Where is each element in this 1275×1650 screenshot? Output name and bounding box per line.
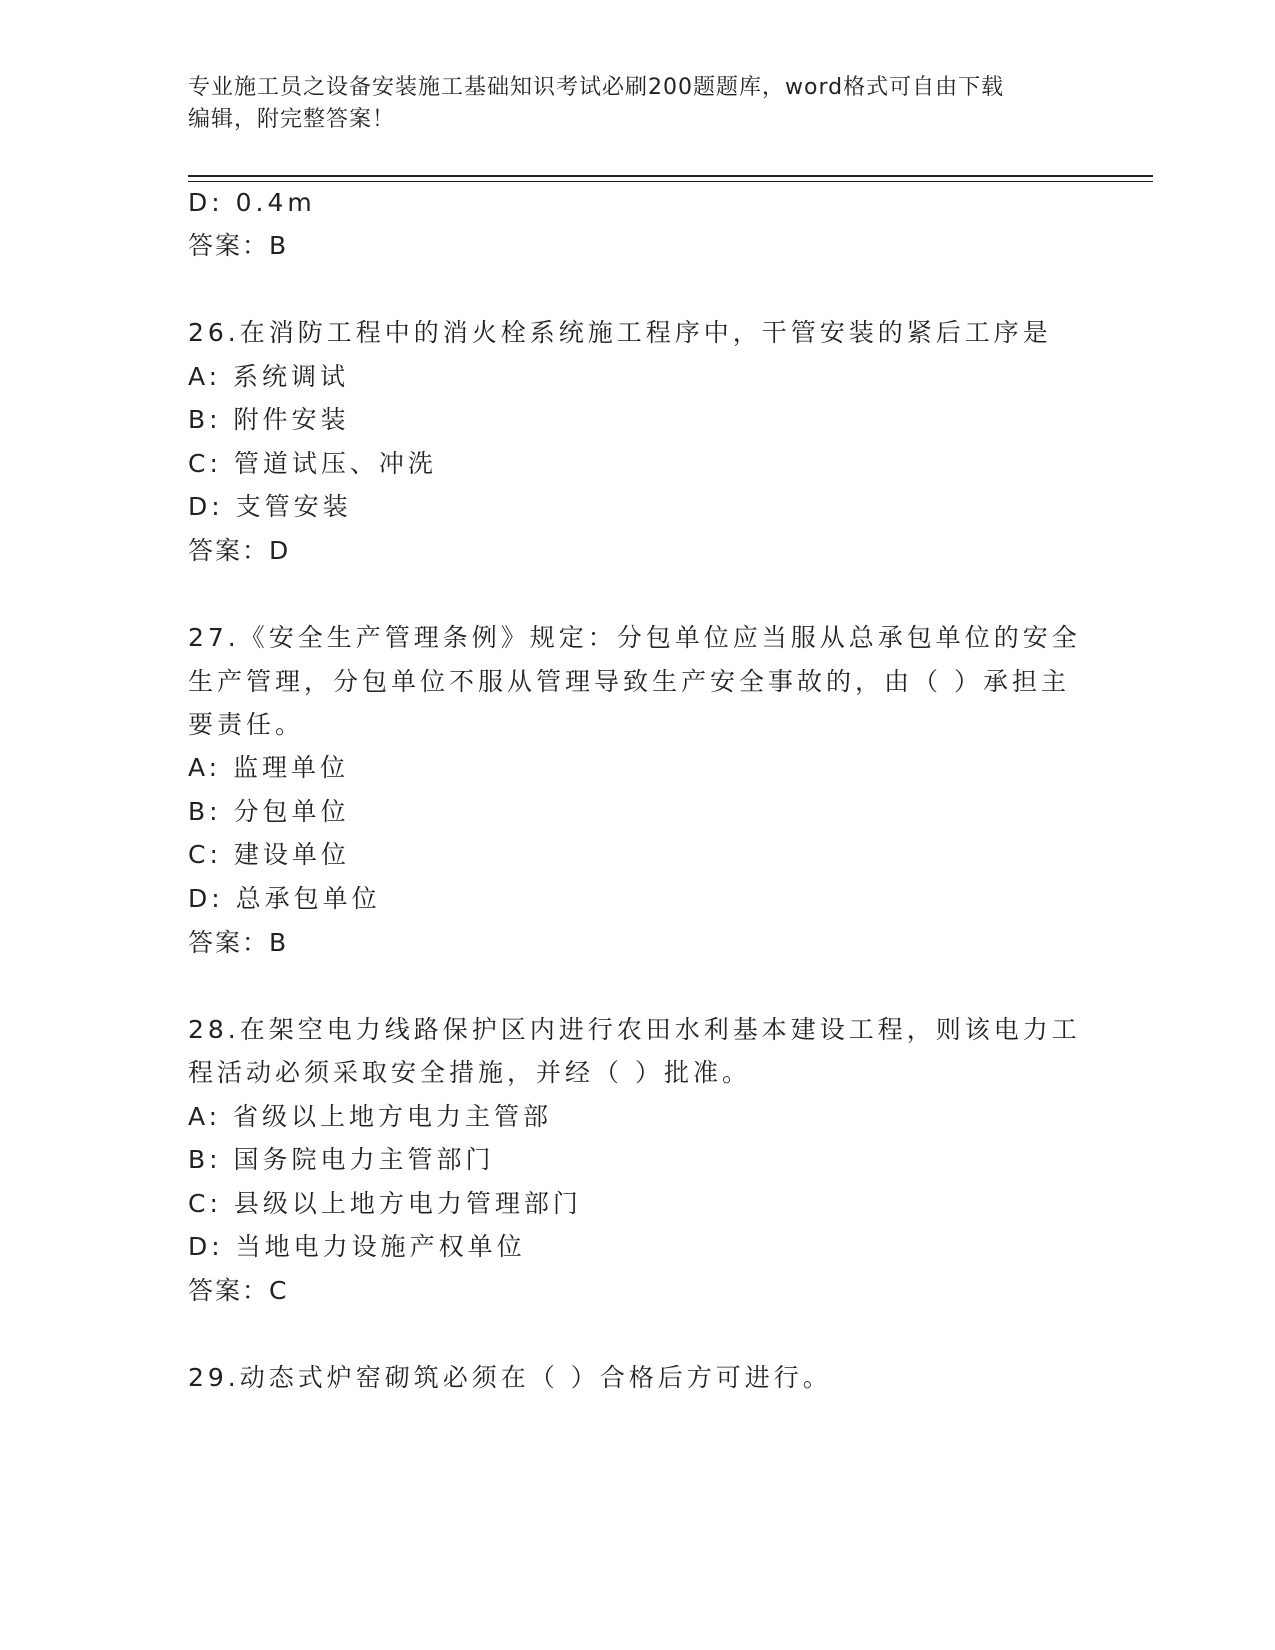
question-26-option-b: B: 附件安装 xyxy=(188,405,350,434)
question-28-option-d: D: 当地电力设施产权单位 xyxy=(188,1232,526,1261)
document-header xyxy=(188,72,1088,136)
header-title-line-1: 专业施工员之设备安装施工基础知识考试必刷200题题库，word格式可自由下载 xyxy=(188,75,1005,100)
question-28-text-line-1: 28.在架空电力线路保护区内进行农田水利基本建设工程，则该电力工 xyxy=(188,1015,1081,1044)
question-28-option-b: B: 国务院电力主管部门 xyxy=(188,1145,495,1174)
question-28-option-c: C: 县级以上地方电力管理部门 xyxy=(188,1189,582,1218)
question-27-text-line-2: 生产管理，分包单位不服从管理导致生产安全事故的，由（ ）承担主 xyxy=(188,667,1070,696)
question-27-option-c: C: 建设单位 xyxy=(188,840,350,869)
question-26-text: 26.在消防工程中的消火栓系统施工程序中，干管安装的紧后工序是 xyxy=(188,318,1052,347)
question-28-answer: 答案：C xyxy=(188,1276,289,1305)
question-26-answer: 答案：D xyxy=(188,536,291,565)
question-26-option-d: D: 支管安装 xyxy=(188,492,352,521)
option-d-prev: D: 0.4m xyxy=(188,188,316,217)
header-divider-thin xyxy=(188,181,1153,182)
question-27-option-a: A: 监理单位 xyxy=(188,753,350,782)
question-26-option-c: C: 管道试压、冲洗 xyxy=(188,449,437,478)
question-28-option-a: A: 省级以上地方电力主管部 xyxy=(188,1102,553,1131)
header-title-line-2: 编辑，附完整答案！ xyxy=(188,107,396,132)
question-26-option-a: A: 系统调试 xyxy=(188,362,350,391)
question-29-text: 29.动态式炉窑砌筑必须在（ ）合格后方可进行。 xyxy=(188,1363,832,1392)
question-27-text-line-3: 要责任。 xyxy=(188,710,305,739)
question-27-answer: 答案：B xyxy=(188,928,289,957)
question-27-option-b: B: 分包单位 xyxy=(188,797,350,826)
question-28-text-line-2: 程活动必须采取安全措施，并经（ ）批准。 xyxy=(188,1058,751,1087)
question-27-option-d: D: 总承包单位 xyxy=(188,884,381,913)
question-27-text-line-1: 27.《安全生产管理条例》规定：分包单位应当服从总承包单位的安全 xyxy=(188,623,1081,652)
header-divider-thick xyxy=(188,175,1153,177)
answer-prev: 答案：B xyxy=(188,231,289,260)
